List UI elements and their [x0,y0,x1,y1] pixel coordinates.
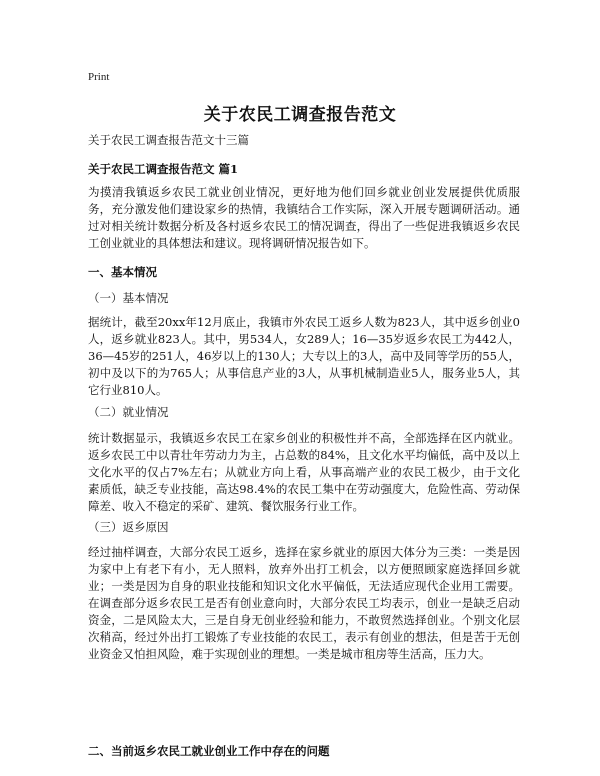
subsection-2-heading: （二）就业情况 [88,405,169,419]
document-title: 关于农民工调查报告范文 [203,105,397,125]
document-subtitle: 关于农民工调查报告范文十三篇 [88,133,249,147]
subsection-2-text: 统计数据显示，我镇返乡农民工在家乡创业的积极性并不高，全部选择在区内就业。返乡农民工中以青壮年劳动力为主，占总数的84%，且文化水平均偏低，高中及以上文化水平的仅占7%左右；从就业方向上看，从事高端产业的农民工极少，由于文化素质低，缺乏专业技能，高达98.4%的农民工集中在劳动强度大，危险性高、劳动保障差、收入不稳定的采矿、建筑、餐饮服务行业工作。 [88,431,520,513]
article-title: 关于农民工调查报告范文 篇1 [88,162,239,176]
print-label[interactable]: Print [88,71,110,83]
section-2-heading: 二、当前返乡农民工就业创业工作中存在的问题 [88,744,330,758]
subsection-1-text: 据统计，截至20xx年12月底止，我镇市外农民工返乡人数为823人，其中返乡创业0人，返乡就业823人。其中，男534人，女289人；16—35岁返乡农民工为442人，36—45岁的251人，46岁以上的130人；大专以上的3人，高中及同等学历的55人，初中及以下的为765人；从事信息产业的3人，从事机械制造业5人，服务业5人，其它行业810人。 [88,315,520,397]
subsection-3-text: 经过抽样调查，大部分农民工返乡，选择在家乡就业的原因大体分为三类：一类是因为家中上有老下有小，无人照料，放弃外出打工机会，以方便照顾家庭选择回乡就业；一类是因为自身的职业技能和知识文化水平偏低，无法适应现代企业用工需要。在调查部分返乡农民工是否有创业意向时，大部分农民工均表示，创业一是缺乏启动资金，二是风险太大，三是自身无创业经验和能力，不敢贸然选择创业。个别文化层次稍高，经过外出打工锻炼了专业技能的农民工，表示有创业的想法，但是苦于无创业资金又怕担风险，难于实现创业的理想。一类是城市租房等生活高，压力大。 [88,545,520,661]
section-1-heading: 一、基本情况 [88,265,157,279]
intro-paragraph: 为摸清我镇返乡农民工就业创业情况，更好地为他们回乡就业创业发展提供优质服务，充分激发他们建设家乡的热情，我镇结合工作实际，深入开展专题调研活动。通过对相关统计数据分析及各村返乡农民工的情况调查，得出了一些促进我镇返乡农民工创业就业的具体想法和建议。现将调研情况报告如下。 [88,185,520,250]
subsection-3-heading: （三）返乡原因 [88,520,169,534]
subsection-1-heading: （一）基本情况 [88,291,169,305]
